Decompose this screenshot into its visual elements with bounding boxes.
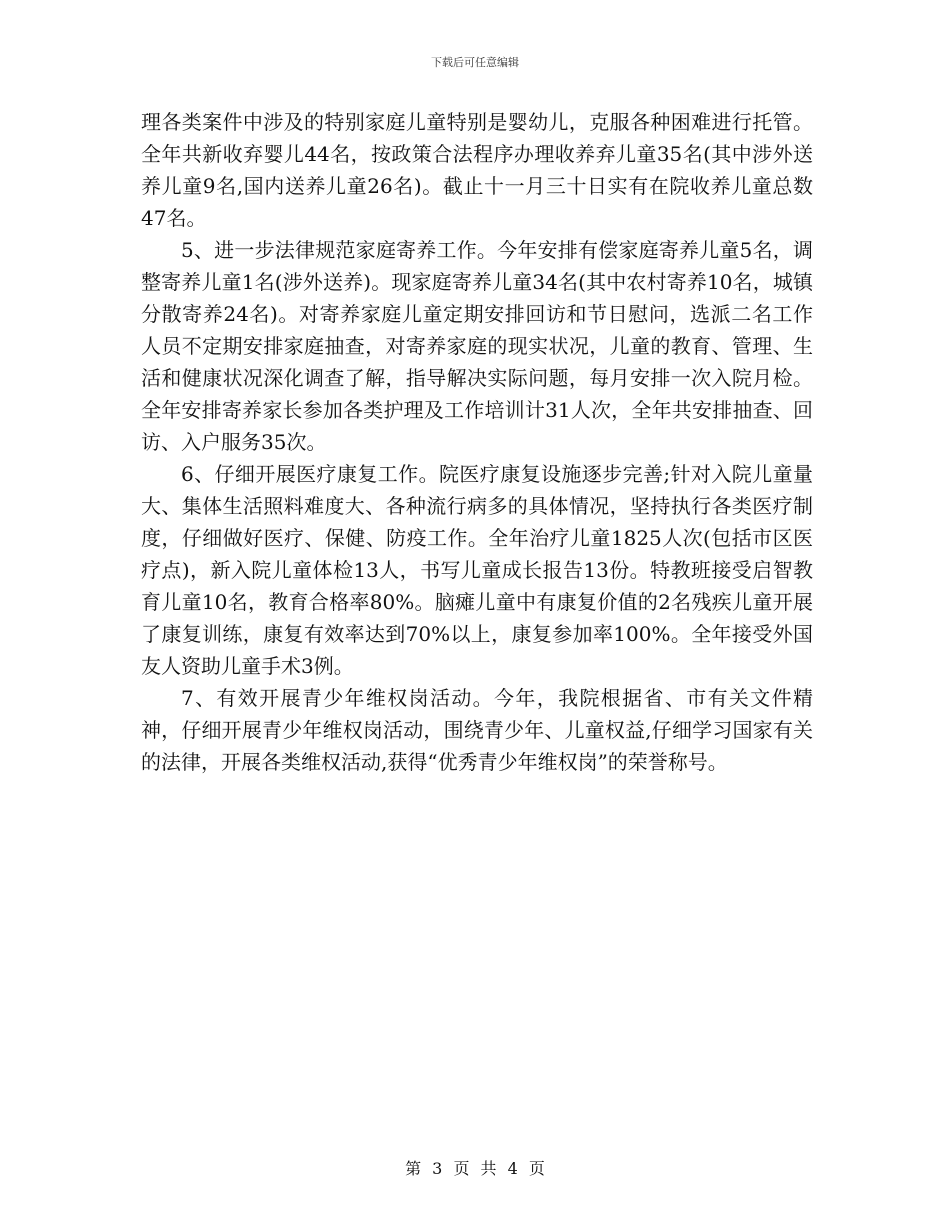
- paragraph-continuation: 理各类案件中涉及的特别家庭儿童特别是婴幼儿，克服各种困难进行托管。全年共新收弃婴儿44名，按政策合法程序办理收养弃儿童35名(其中涉外送养儿童9名,国内送养儿童26名)。截止十一月三十日实有在院收养儿童总数47名。: [141, 110, 813, 230]
- paragraph-item-7: 7、有效开展青少年维权岗活动。今年，我院根据省、市有关文件精神，仔细开展青少年维权岗活动，围绕青少年、儿童权益,仔细学习国家有关的法律，开展各类维权活动,获得“优秀青少年维权岗”的荣誉称号。: [141, 686, 813, 774]
- page-header-note: 下载后可任意编辑: [431, 56, 519, 69]
- document-body: [141, 106, 813, 778]
- paragraph-item-6: 6、仔细开展医疗康复工作。院医疗康复设施逐步完善;针对入院儿童量大、集体生活照料难度大、各种流行病多的具体情况，坚持执行各类医疗制度，仔细做好医疗、保健、防疫工作。全年治疗儿童1825人次(包括市区医疗点)，新入院儿童体检13人，书写儿童成长报告13份。特教班接受启智教育儿童10名，教育合格率80%。脑瘫儿童中有康复价值的2名残疾儿童开展了康复训练，康复有效率达到70%以上，康复参加率100%。全年接受外国友人资助儿童手术3例。: [141, 462, 813, 678]
- paragraph-item-5: 5、进一步法律规范家庭寄养工作。今年安排有偿家庭寄养儿童5名，调整寄养儿童1名(涉外送养)。现家庭寄养儿童34名(其中农村寄养10名，城镇分散寄养24名)。对寄养家庭儿童定期安排回访和节日慰问，选派二名工作人员不定期安排家庭抽查，对寄养家庭的现实状况，儿童的教育、管理、生活和健康状况深化调查了解，指导解决实际问题，每月安排一次入院月检。全年安排寄养家长参加各类护理及工作培训计31人次，全年共安排抽查、回访、入户服务35次。: [141, 238, 813, 454]
- page-number-footer: 第 3 页 共 4 页: [405, 1159, 545, 1178]
